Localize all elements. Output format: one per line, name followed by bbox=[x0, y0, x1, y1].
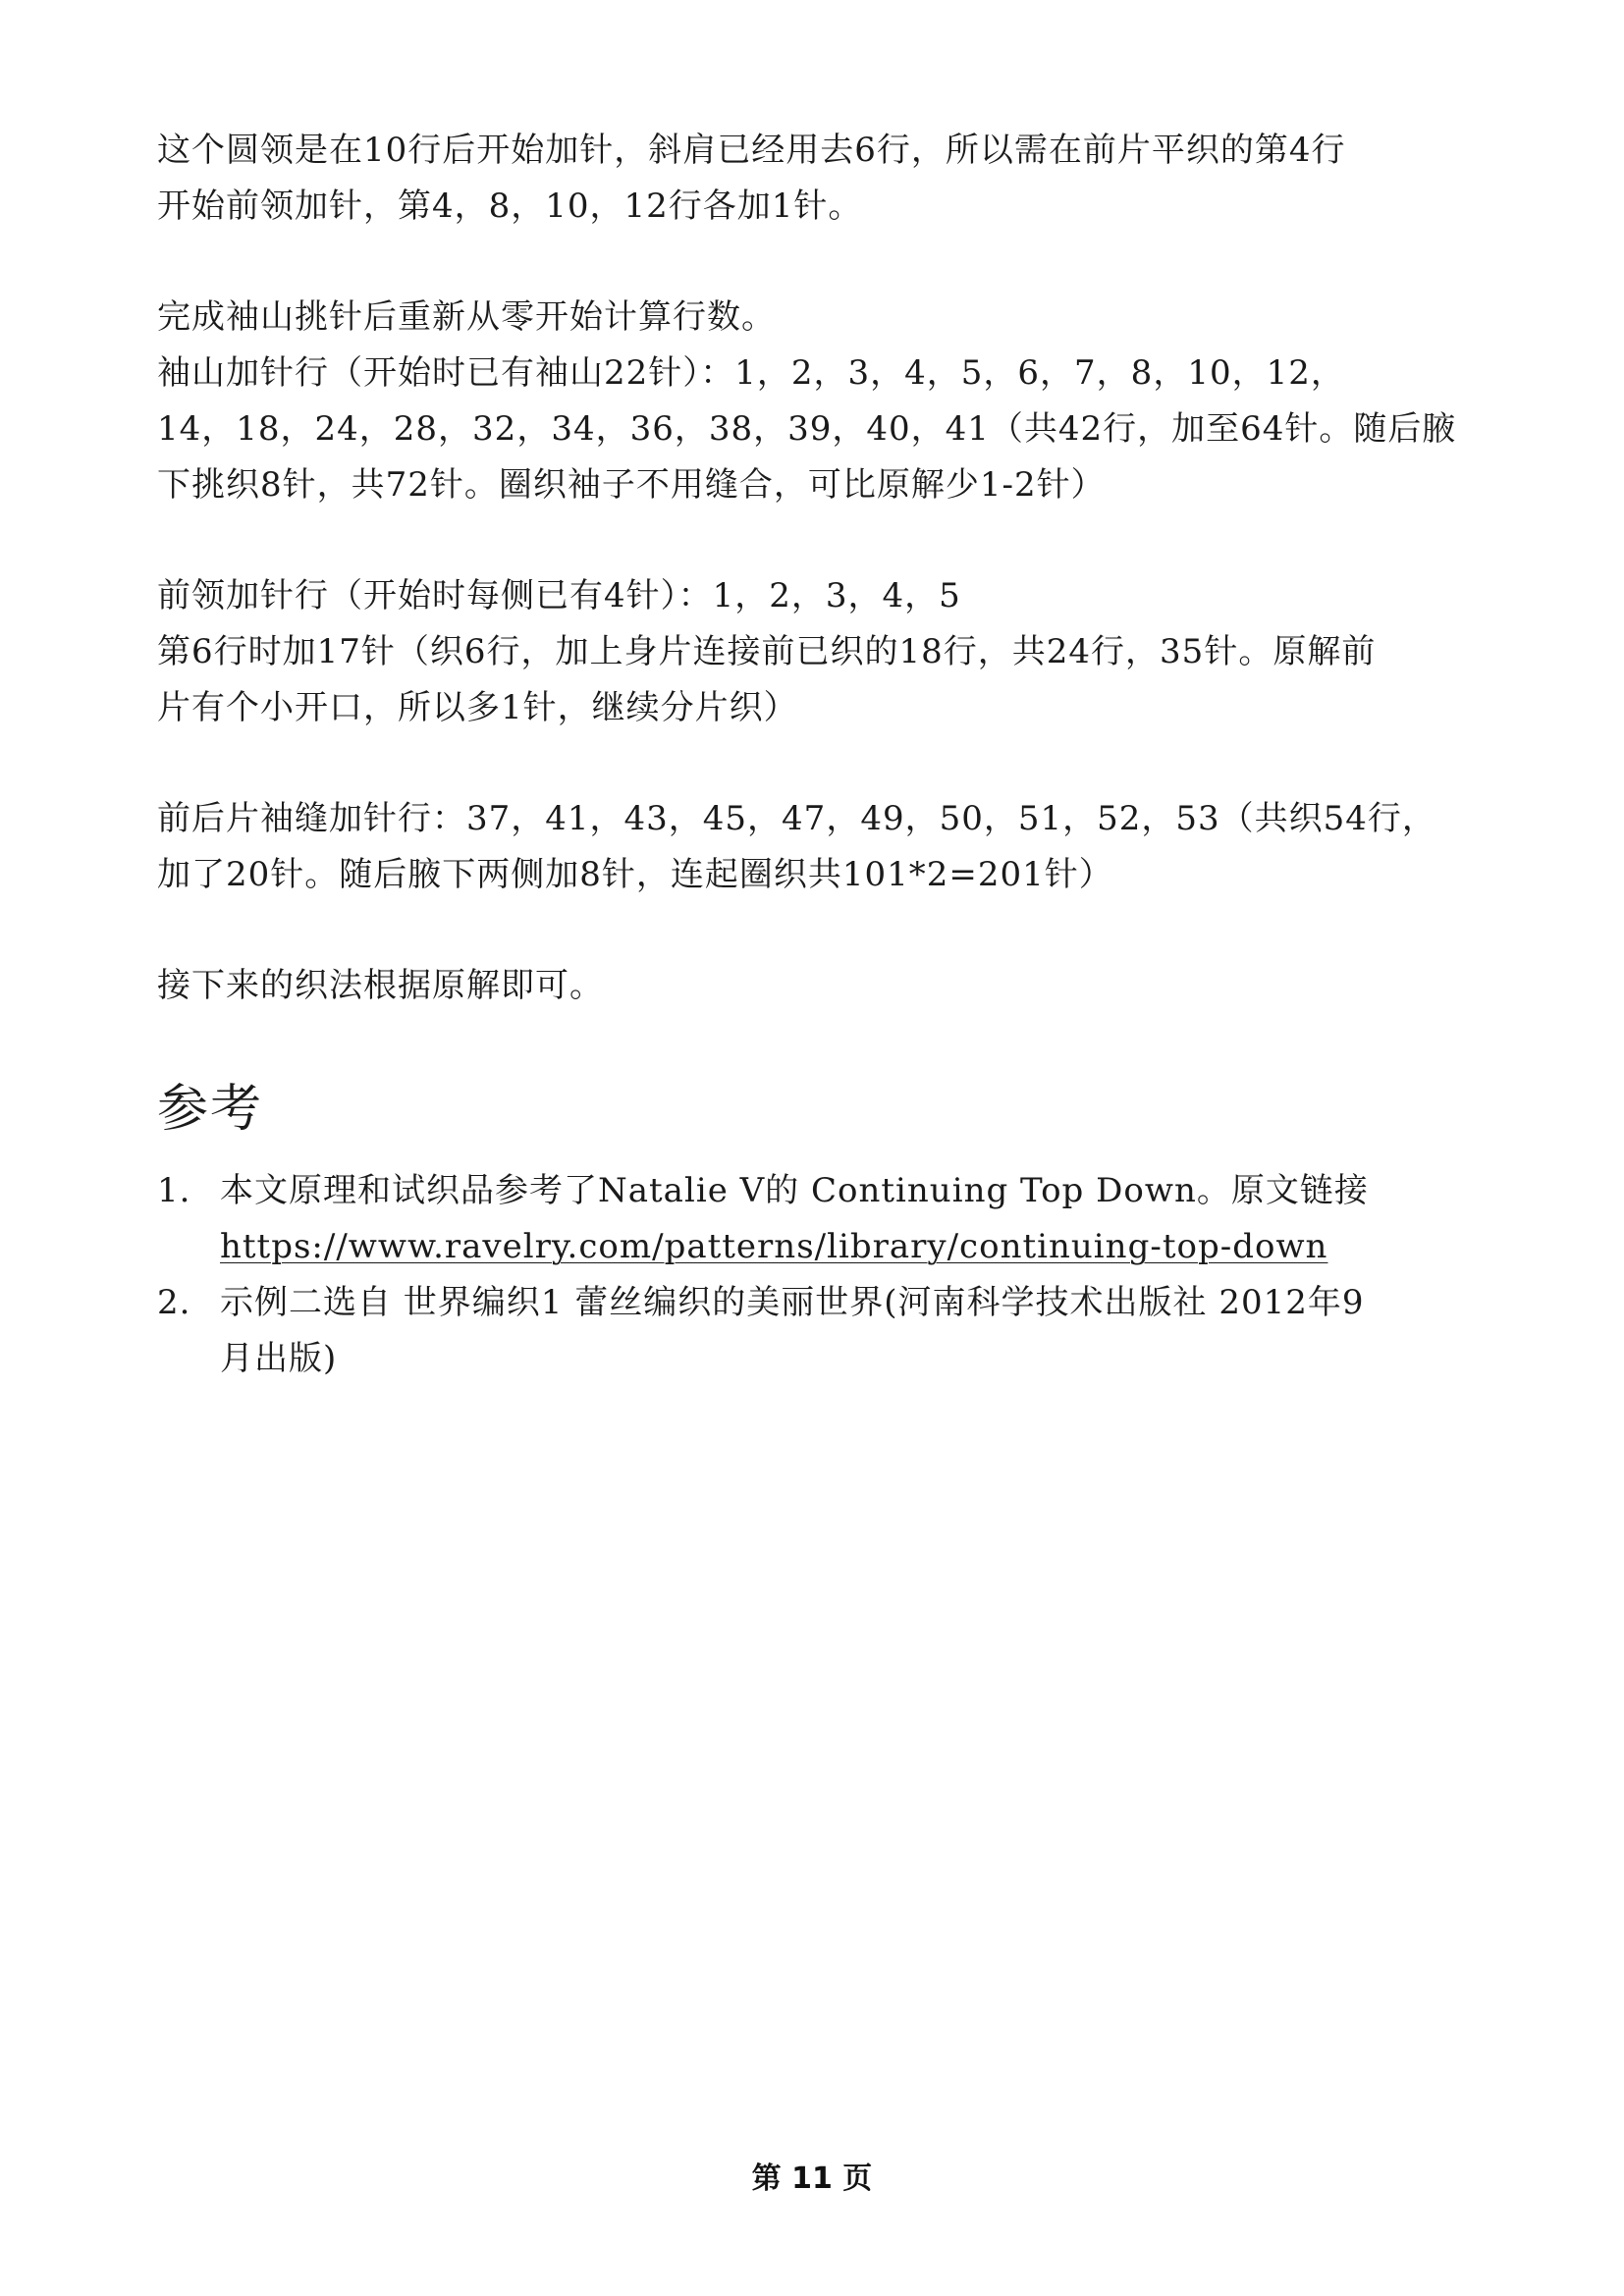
spacer bbox=[157, 903, 1478, 958]
reference-item bbox=[157, 1275, 1478, 1387]
text-line: 开始前领加针，第4，8，10，12行各加1针。 bbox=[157, 187, 863, 226]
reference-body bbox=[220, 1275, 1478, 1387]
reference-text: 月出版) bbox=[220, 1339, 338, 1378]
reference-text: 示例二选自 世界编织1 蕾丝编织的美丽世界(河南科学技术出版社 2012年9 bbox=[220, 1283, 1365, 1322]
page-number: 第 11 页 bbox=[751, 2162, 873, 2196]
document-page bbox=[157, 123, 1478, 1387]
reference-text: 本文原理和试织品参考了Natalie V的 Continuing Top Down。原文链接 bbox=[220, 1171, 1369, 1210]
spacer bbox=[157, 513, 1478, 568]
spacer bbox=[157, 235, 1478, 290]
paragraph-conclusion bbox=[157, 958, 1478, 1014]
reference-item bbox=[157, 1163, 1478, 1275]
spacer bbox=[157, 1014, 1478, 1075]
text-line: 袖山加针行（开始时已有袖山22针）：1，2，3，4，5，6，7，8，10，12， bbox=[157, 353, 1345, 393]
text-line: 完成袖山挑针后重新从零开始计算行数。 bbox=[157, 297, 776, 337]
paragraph-front-neck bbox=[157, 568, 1478, 736]
paragraph-neckline bbox=[157, 123, 1478, 235]
spacer bbox=[157, 736, 1478, 791]
paragraph-sleeve-seam bbox=[157, 791, 1478, 903]
text-line: 14，18，24，28，32，34，36，38，39，40，41（共42行，加至64针。随后腋 bbox=[157, 409, 1457, 449]
reference-number: 1. bbox=[157, 1171, 191, 1210]
reference-link[interactable]: https://www.ravelry.com/patterns/library/continuing-top-down bbox=[220, 1227, 1328, 1266]
text-line: 片有个小开口，所以多1针，继续分片织） bbox=[157, 688, 798, 727]
reference-body bbox=[220, 1163, 1478, 1275]
text-line: 下挑织8针，共72针。圈织袖子不用缝合，可比原解少1-2针） bbox=[157, 465, 1106, 505]
text-line: 前后片袖缝加针行：37，41，43，45，47，49，50，51，52，53（共织54行， bbox=[157, 799, 1436, 838]
references-list bbox=[157, 1163, 1478, 1387]
text-line: 加了20针。随后腋下两侧加8针，连起圈织共101*2=201针） bbox=[157, 855, 1113, 894]
references-heading: 参考 bbox=[157, 1080, 264, 1139]
text-line: 第6行时加17针（织6行，加上身片连接前已织的18行，共24行，35针。原解前 bbox=[157, 632, 1377, 671]
text-line: 这个圆领是在10行后开始加针，斜肩已经用去6行，所以需在前片平织的第4行 bbox=[157, 131, 1346, 170]
reference-number: 2. bbox=[157, 1283, 191, 1322]
paragraph-sleeve-cap bbox=[157, 290, 1478, 513]
text-line: 接下来的织法根据原解即可。 bbox=[157, 966, 604, 1005]
text-line: 前领加针行（开始时每侧已有4针）：1，2，3，4，5 bbox=[157, 576, 961, 615]
